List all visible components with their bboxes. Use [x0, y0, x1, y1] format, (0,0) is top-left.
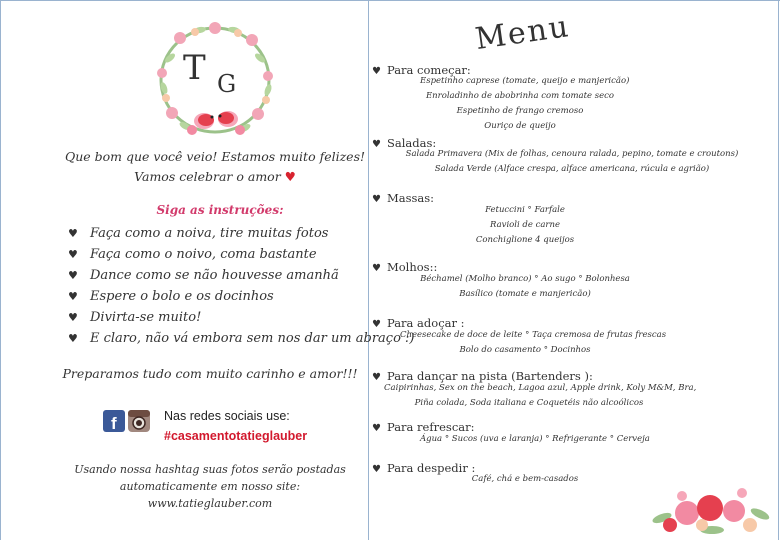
hashtag-note-line-2: automaticamente em nosso site:: [119, 480, 301, 493]
monogram-t: T: [183, 48, 206, 88]
instagram-icon: [128, 410, 150, 432]
list-item: [68, 286, 415, 307]
section-label: Para dançar na pista (Bartenders ):: [386, 369, 593, 383]
menu-item: Fetuccini ° Farfale: [485, 205, 565, 215]
menu-item: Caipirinhas, Sex on the beach, Lagoa azul, Apple drink, Koly M&M, Bra,: [384, 383, 697, 393]
heart-bullet-icon: ♥: [372, 372, 381, 383]
heart-bullet-icon: ♥: [68, 290, 78, 303]
list-item: [68, 223, 415, 244]
menu-item: Ouriço de queijo: [484, 121, 556, 131]
floral-wreath-icon: [150, 18, 280, 143]
menu-items-dancar: [384, 381, 697, 411]
menu-item: Café, chá e bem-casados: [471, 474, 579, 484]
hashtag-note: [70, 461, 350, 512]
list-item: [68, 328, 415, 349]
list-item: [68, 307, 415, 328]
instruction-text: Dance como se não houvesse amanhã: [90, 268, 339, 283]
menu-item: Salada Primavera (Mix de folhas, cenoura ralada, pepino, tomate e croutons): [405, 149, 739, 159]
section-label: Para refrescar:: [386, 420, 475, 434]
list-item: [68, 265, 415, 286]
menu-item: Salada Verde (Alface crespa, alface americana, rúcula e agrião): [434, 164, 710, 174]
menu-item: Basílico (tomate e manjericão): [459, 289, 591, 299]
instruction-text: Faça como o noivo, coma bastante: [90, 247, 317, 262]
instruction-text: Faça como a noiva, tire muitas fotos: [90, 226, 329, 241]
social-text: [164, 406, 307, 446]
menu-item: Espetinho de frango cremoso: [456, 106, 584, 116]
list-item: [68, 244, 415, 265]
menu-item: Cheesecake de doce de leite ° Taça cremosa de frutas frescas: [400, 330, 667, 340]
facebook-icon: [103, 410, 125, 433]
section-label: Para começar:: [386, 63, 471, 77]
frame-left-border: [0, 0, 1, 540]
heart-icon: ♥: [284, 169, 296, 184]
heart-bullet-icon: ♥: [372, 194, 381, 205]
heart-bullet-icon: ♥: [68, 269, 78, 282]
menu-item: Conchiglione 4 queijos: [475, 235, 575, 245]
instruction-text: Divirta-se muito!: [90, 310, 202, 325]
menu-item: Piña colada, Soda italiana e Coquetéis não alcoólicos: [414, 398, 644, 408]
heart-bullet-icon: ♥: [372, 66, 381, 77]
hashtag-note-line-1: Usando nossa hashtag suas fotos serão postadas: [74, 463, 346, 476]
instructions-list: [68, 223, 415, 349]
menu-items-molhos: [420, 272, 630, 302]
heart-bullet-icon: ♥: [68, 332, 78, 345]
menu-items-massas: [460, 203, 590, 248]
menu-item: Enroladinho de abobrinha com tomate seco: [425, 91, 615, 101]
frame-top-border: [0, 0, 780, 1]
menu-title: Menu: [473, 9, 573, 57]
heart-bullet-icon: ♥: [372, 139, 381, 150]
menu-items-refrescar: [420, 432, 650, 447]
frame-right-border: [778, 0, 779, 540]
menu-section-massas: [372, 191, 434, 205]
heart-bullet-icon: ♥: [372, 464, 381, 475]
monogram-g: G: [217, 70, 237, 98]
instruction-text: Espere o bolo e os docinhos: [90, 289, 274, 304]
menu-items-para-comecar: [420, 74, 630, 134]
menu-item: Bolo do casamento ° Docinhos: [459, 345, 591, 355]
heart-bullet-icon: ♥: [372, 263, 381, 274]
section-label: Saladas:: [386, 136, 437, 150]
menu-item: Espetinho caprese (tomate, queijo e manjericão): [420, 76, 630, 86]
menu-items-despedir: [470, 472, 580, 487]
hashtag-note-line-3: www.tatieglauber.com: [147, 497, 273, 510]
section-label: Para adoçar :: [386, 316, 465, 330]
welcome-message: [60, 147, 370, 187]
section-label: Massas:: [386, 191, 435, 205]
hashtag-text: #casamentotatieglauber: [164, 429, 308, 443]
menu-items-adocar: [400, 328, 667, 358]
menu-item: Água ° Sucos (uva e laranja) ° Refrigerante ° Cerveja: [420, 434, 650, 444]
menu-item: Ravioli de carne: [489, 220, 560, 230]
heart-bullet-icon: ♥: [372, 423, 381, 434]
floral-corner-icon: [642, 478, 778, 538]
instructions-title: Siga as instruções:: [156, 203, 284, 217]
heart-bullet-icon: ♥: [68, 248, 78, 261]
menu-item: Béchamel (Molho branco) ° Ao sugo ° Bolonhesa: [420, 274, 630, 284]
social-icons: [103, 408, 151, 434]
section-label: Para despedir :: [386, 461, 476, 475]
heart-bullet-icon: ♥: [68, 311, 78, 324]
svg-text:f: f: [111, 414, 117, 433]
welcome-line-1: Que bom que você veio! Estamos muito felizes!: [64, 149, 366, 164]
welcome-line-2-text: Vamos celebrar o amor: [134, 169, 281, 184]
heart-bullet-icon: ♥: [372, 319, 381, 330]
welcome-line-2: [60, 167, 370, 187]
heart-bullet-icon: ♥: [68, 227, 78, 240]
social-line-1: Nas redes sociais use:: [164, 409, 290, 423]
menu-items-saladas: [372, 147, 772, 177]
prepared-message: Preparamos tudo com muito carinho e amor!!!: [62, 366, 358, 381]
menu-section-despedir: [372, 461, 475, 475]
section-label: Molhos::: [386, 260, 438, 274]
instruction-text: E claro, não vá embora sem nos dar um abraço :): [90, 331, 415, 346]
